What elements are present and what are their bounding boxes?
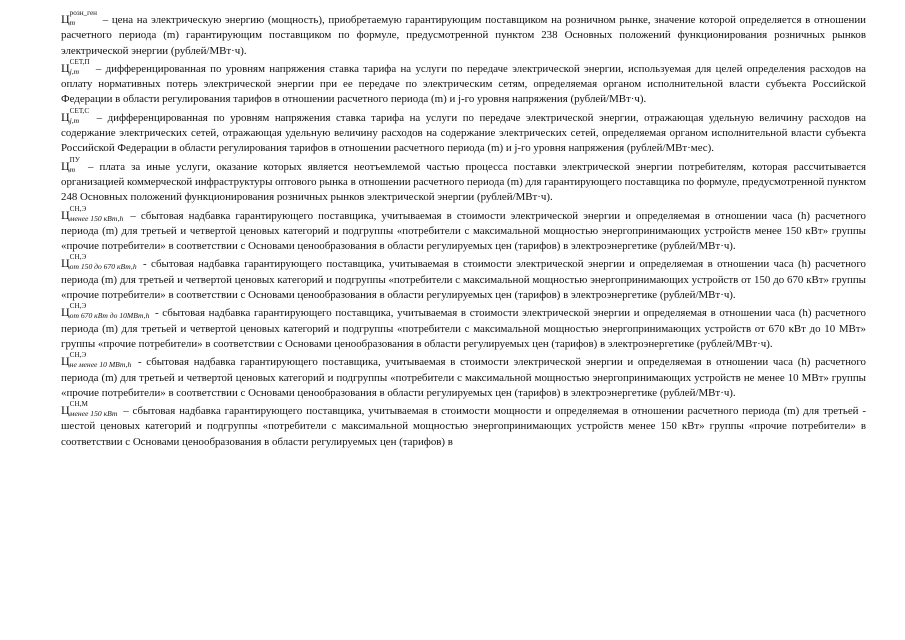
definition-text: – плата за иные услуги, оказание которых является неотъемлемой частью процесса поставки электрической энергии потребителям, которая рассчитывается организацией коммерческой инфраструктуры оптового рынка в отношении расчетного периода (m) для гарантирующего поставщика по формуле, предусмотренной пунктом 248 Основных положений функционирования розничных рынков электрической энергии (рублей/МВт·ч). bbox=[61, 160, 866, 204]
formula-symbol bbox=[61, 302, 151, 321]
definition-paragraph bbox=[61, 351, 866, 401]
definition-text: – сбытовая надбавка гарантирующего поставщика, учитываемая в стоимости мощности и определяемая в отношении расчетного периода (m) для третьей - шестой ценовых категорий и подгруппы «потребители с максимальной мощностью энергопринимающих устройств менее 150 кВт» группы «прочие потребители» в соответствии с Основами ценообразования в области регулируемых цен (тарифов) в bbox=[61, 405, 866, 448]
document-page bbox=[61, 9, 866, 452]
definition-paragraph bbox=[61, 57, 866, 108]
definition-text: – дифференцированная по уровням напряжения ставка тарифа на услуги по передаче электрической энергии, используемая для целей определения расходов на оплату нормативных потерь электрической энергии при ее передаче по электрическим сетям, определяемая органом исполнительной власти субъекта Российской Федерации в области регулирования тарифов в отношении расчетного периода (m) и j-го уровня напряжения (рублей/МВт·ч). bbox=[61, 62, 866, 106]
symbol-base: Ц bbox=[61, 109, 70, 124]
definition-text: - сбытовая надбавка гарантирующего поставщика, учитываемая в стоимости электрической энергии и определяемая в отношении часа (h) расчетного периода (m) для третьей и четвертой ценовых категорий и подгруппы «потребители с максимальной мощностью энергопринимающих устройств от 150 до 670 кВт» группы «прочие потребители» в соответствии с Основами ценообразования в области регулируемых цен (тарифов) в электроэнергетике (рублей/МВт·ч). bbox=[61, 258, 866, 302]
definition-paragraph bbox=[61, 400, 866, 450]
symbol-subscript: от 670 кВт до 10МВт,h bbox=[69, 311, 150, 321]
symbol-base: Ц bbox=[61, 158, 70, 173]
formula-symbol bbox=[61, 106, 91, 125]
symbol-subscript: m bbox=[69, 18, 76, 27]
formula-symbol bbox=[61, 9, 99, 27]
definition-paragraph bbox=[61, 253, 866, 303]
symbol-subscript: менее 150 кВт,h bbox=[69, 213, 124, 223]
definition-paragraph bbox=[61, 155, 866, 206]
symbol-superscript: СН,Э bbox=[69, 302, 87, 311]
symbol-base: Ц bbox=[61, 60, 70, 75]
symbol-superscript: ПУ bbox=[69, 155, 80, 164]
symbol-base: Ц bbox=[61, 305, 70, 320]
symbol-base: Ц bbox=[61, 207, 70, 222]
definition-text: – сбытовая надбавка гарантирующего поставщика, учитываемая в стоимости электрической энергии и определяемая в отношении часа (h) расчетного периода (m) для третьей и четвертой ценовых категорий и подгруппы «потребители с максимальной мощностью энергопринимающих устройств менее 150 кВт» группы «прочие потребители» в соответствии с Основами ценообразования в области регулируемых цен (тарифов) в электроэнергетике (рублей/МВт·ч). bbox=[61, 209, 866, 253]
symbol-subscript: не менее 10 МВт,h bbox=[69, 360, 132, 370]
definition-paragraph bbox=[61, 204, 866, 255]
formula-symbol bbox=[61, 57, 92, 76]
definition-paragraph bbox=[61, 106, 866, 157]
formula-symbol bbox=[61, 351, 133, 370]
definition-text: – цена на электрическую энергию (мощность), приобретаемую гарантирующим поставщиком на розничном рынке, значение которой определяется в отношении расчетного периода (m) гарантирующим поставщиком по формуле, предусмотренной пунктом 238 Основных положений функционирования розничных рынков электрической энергии (рублей/МВт·ч). bbox=[61, 14, 866, 57]
symbol-superscript: СН,Э bbox=[69, 351, 87, 360]
definition-paragraph bbox=[61, 302, 866, 352]
symbol-superscript: СЕТ,П bbox=[69, 57, 90, 66]
symbol-base: Ц bbox=[61, 354, 70, 369]
symbol-subscript: менее 150 кВт bbox=[69, 409, 118, 419]
symbol-superscript: розн_ген bbox=[69, 9, 98, 17]
symbol-subscript: j,m bbox=[69, 115, 80, 125]
symbol-base: Ц bbox=[61, 256, 70, 271]
symbol-base: Ц bbox=[61, 403, 70, 418]
definition-text: – дифференцированная по уровням напряжения ставка тарифа на услуги по передаче электрической энергии, отражающая удельную величину расходов на содержание электрических сетей, отражающая удельную величину расходов на содержание электрических сетей, определяемая органом исполнительной власти субъекта Российской Федерации в области регулирования тарифов в отношении расчетного периода (m) и j-го уровня напряжения (рублей/МВт·мес). bbox=[61, 111, 866, 155]
definition-paragraph bbox=[61, 9, 866, 59]
formula-symbol bbox=[61, 253, 139, 272]
symbol-base: Ц bbox=[61, 12, 70, 26]
definition-text: - сбытовая надбавка гарантирующего поставщика, учитываемая в стоимости электрической энергии и определяемая в отношении часа (h) расчетного периода (m) для третьей и четвертой ценовых категорий и подгруппы «потребители с максимальной мощностью энергопринимающих устройств от 670 кВт до 10 МВт» группы «прочие потребители» в соответствии с Основами ценообразования в области регулируемых цен (тарифов) в электроэнергетике (рублей/МВт·ч). bbox=[61, 307, 866, 350]
symbol-subscript: j,m bbox=[69, 66, 80, 76]
symbol-superscript: СН,М bbox=[69, 400, 88, 409]
symbol-subscript: от 150 до 670 кВт,h bbox=[69, 262, 137, 272]
formula-symbol bbox=[61, 155, 82, 174]
symbol-superscript: СН,Э bbox=[69, 253, 87, 262]
symbol-subscript: m bbox=[69, 164, 76, 174]
symbol-superscript: СЕТ,С bbox=[69, 106, 90, 115]
definition-text: - сбытовая надбавка гарантирующего поставщика, учитываемая в стоимости электрической энергии и определяемая в отношении часа (h) расчетного периода (m) для третьей и четвертой ценовых категорий и подгруппы «потребители с максимальной мощностью энергопринимающих устройств не менее 10 МВт» группы «прочие потребители» в соответствии с Основами ценообразования в области регулируемых цен (тарифов) в электроэнергетике (рублей/МВт·ч). bbox=[61, 356, 866, 399]
symbol-superscript: СН,Э bbox=[69, 204, 87, 213]
formula-symbol bbox=[61, 204, 125, 223]
formula-symbol bbox=[61, 400, 119, 419]
